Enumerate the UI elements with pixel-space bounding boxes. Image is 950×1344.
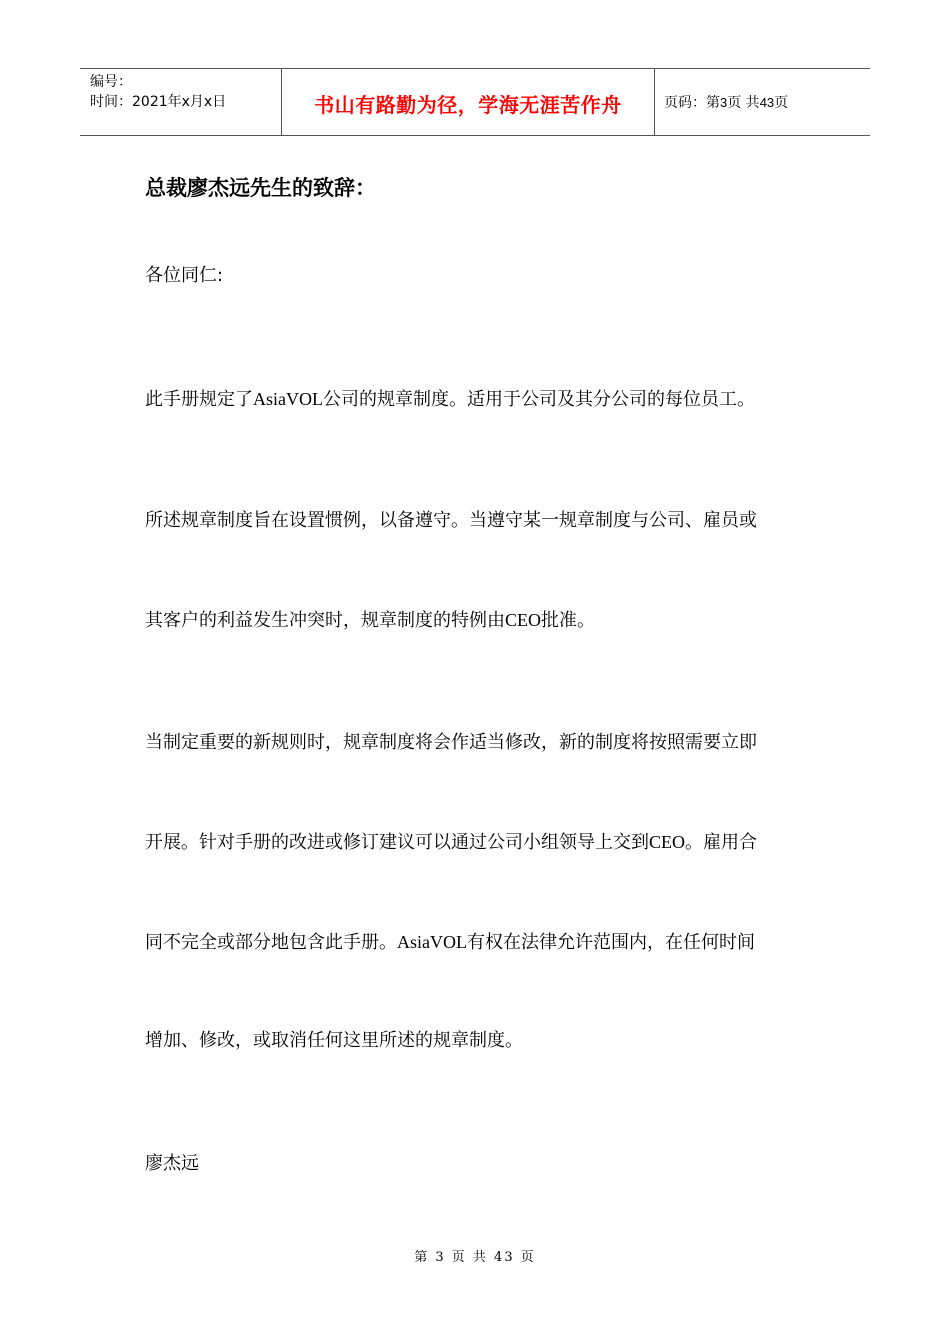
header-meta — [90, 72, 226, 112]
signature: 廖杰远 — [145, 1153, 199, 1174]
page-total: 43 — [759, 95, 775, 110]
body-line: 所述规章制度旨在设置惯例，以备遵守。当遵守某一规章制度与公司、雇员或 — [145, 510, 757, 531]
time-prefix: 时间： — [90, 94, 132, 110]
body-line: 当制定重要的新规则时，规章制度将会作适当修改，新的制度将按照需要立即 — [145, 732, 757, 753]
page-current: 3 — [720, 95, 728, 110]
page-mid: 页 共 — [727, 95, 760, 111]
letter-title: 总裁廖杰远先生的致辞： — [145, 176, 376, 200]
body-line: 其客户的利益发生冲突时，规章制度的特例由CEO批准。 — [145, 610, 595, 631]
header-page-info — [664, 93, 788, 113]
time-line — [90, 92, 226, 112]
body-line: 同不完全或部分地包含此手册。AsiaVOL有权在法律允许范围内，在任何时间 — [145, 932, 755, 953]
page-footer: 第 3 页 共 43 页 — [414, 1250, 536, 1265]
greeting: 各位同仁: — [145, 265, 224, 286]
header-motto: 书山有路勤为径，学海无涯苦作舟 — [314, 93, 622, 117]
header-divider-right — [654, 69, 655, 135]
body-line: 开展。针对手册的改进或修订建议可以通过公司小组领导上交到CEO。雇用合 — [145, 832, 757, 853]
page-suffix: 页 — [774, 95, 789, 111]
page-prefix: 页码：第 — [664, 95, 720, 111]
serial-label: 编号： — [90, 74, 132, 90]
page-header — [80, 68, 870, 136]
time-value: 2021年x月x日 — [132, 94, 227, 110]
body-line: 增加、修改，或取消任何这里所述的规章制度。 — [145, 1030, 523, 1051]
body-line: 此手册规定了AsiaVOL公司的规章制度。适用于公司及其分公司的每位员工。 — [145, 389, 755, 410]
